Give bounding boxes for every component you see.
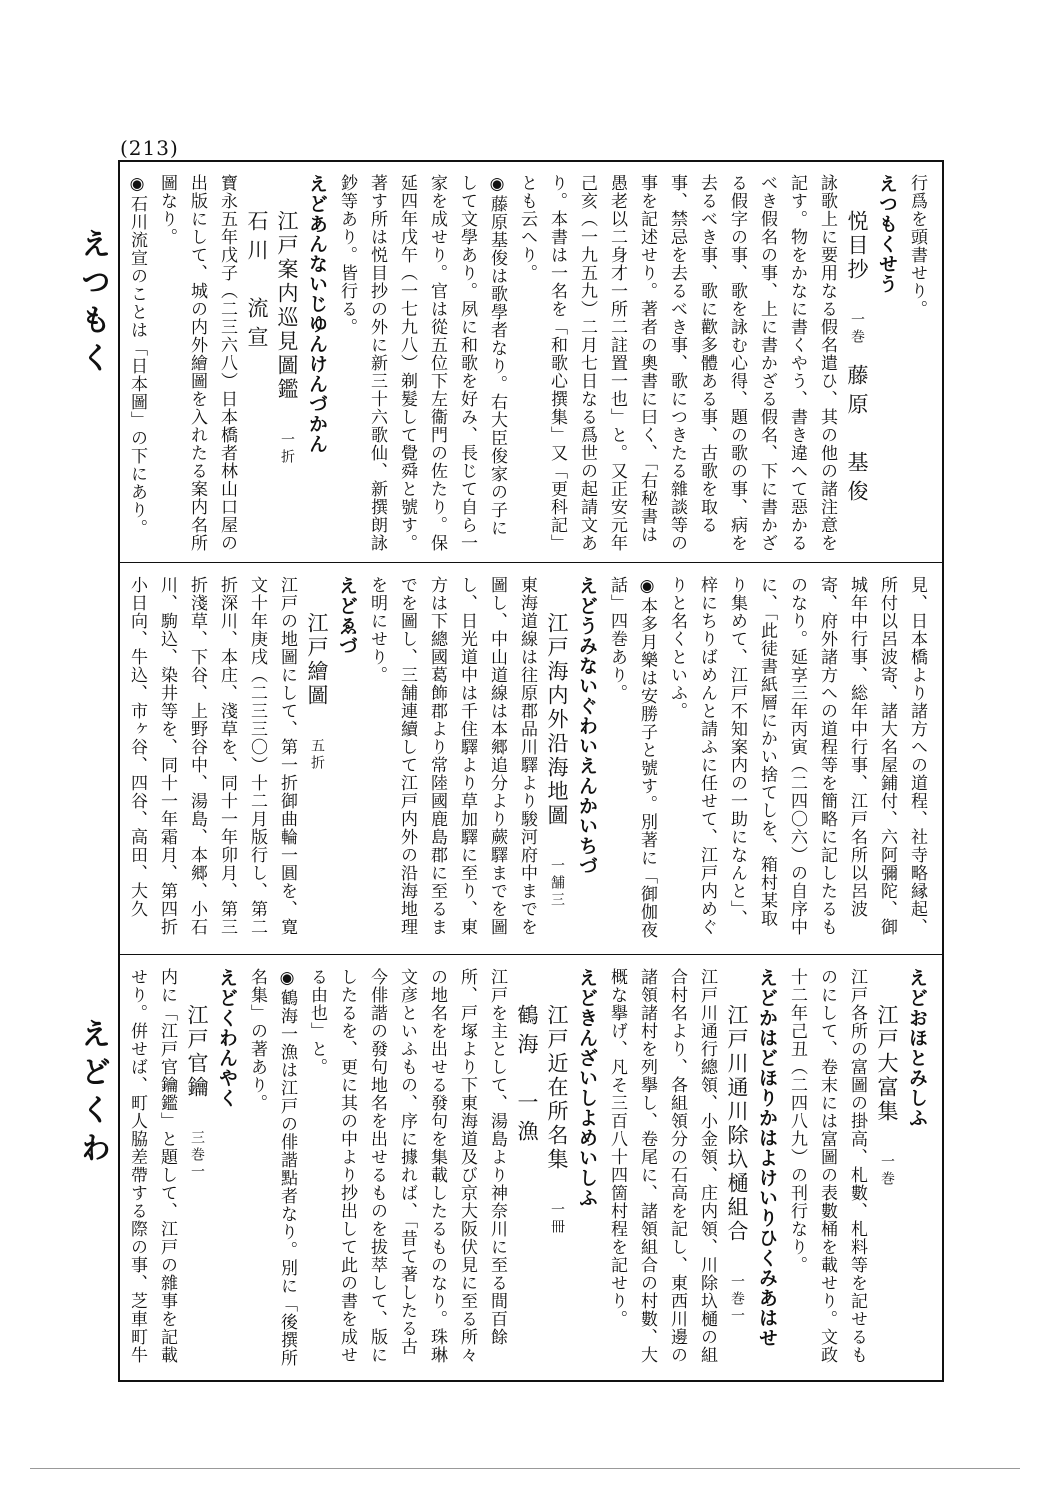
entry-heading: えどうみないぐわいえんかいちづ <box>576 576 598 876</box>
page-frame <box>118 160 944 1382</box>
entry-volume: 一巻一 <box>729 1274 745 1325</box>
entry-title: 江戸川通川除圦樋組合一巻一 <box>722 968 752 1370</box>
page-number: (213) <box>120 136 179 160</box>
entry-title: 江戸案内巡見圖鑑一折石川 流宣 <box>242 174 302 552</box>
entry-title: 江戸海内外沿海地圖一舗三 <box>542 576 572 944</box>
entry-heading: えどゑづ <box>336 576 358 656</box>
entry-title: 江戸大富集一巻 <box>872 968 902 1370</box>
entry-author: 石川 流宣 <box>245 210 269 355</box>
entry-title: 江戸近在所名集一冊鶴海 一漁 <box>512 968 572 1370</box>
entry-note: ◉石川流宣のことは「日本圖」の下にあり。 <box>127 174 147 537</box>
entry-heading: えどきんざいしよめいしふ <box>576 968 598 1208</box>
entry-volume: 三巻一 <box>189 1130 205 1181</box>
entry-heading: えどあんないじゆんけんづかん <box>306 174 328 454</box>
entry-note: ◉藤原基俊は歌學者なり。右大臣俊家の子にして文學あり。夙に和歌を好み、長じて自ら一家を成せり。官は從五位下左衞門の佐たり。保延四年戊午（一七九八）剃髮して覺舜と號す。著す所は悦目抄の外に新三十六歌仙、新撰朗詠鈔等あり。皆行る。 <box>337 174 507 552</box>
tier-divider <box>120 562 942 563</box>
tier-2-text <box>127 576 932 944</box>
entry-volume: 一巻 <box>849 312 865 346</box>
entry-text: 江戸の地圖にして、第一折御曲輪一圓を、寛文十年庚戌（二三三〇）十二月版行し、第二折深川、本庄、淺草を、同十一年卯月、第三折淺草、下谷、上野谷中、湯島、本郷、小石川、駒込、染井等を、同十一年霜月、第四折小日向、牛込、市ヶ谷、四谷、高田、大久 <box>127 576 297 936</box>
prev-entry-end: 行爲を頭書せり。 <box>907 174 927 318</box>
entry-text: 江戸を主として、湯島より神奈川に至る間百餘所、戸塚より下東海道及び京大阪伏見に至る所々の地名を出せる發句を集載したるものなり。珠琳文彦といふもの、序に據れば、「昔て著したる古今俳諧の發句地名を出せるものを拔萃して、版にしたるを、更に其の中より抄出して此の書を成せる由也」と。 <box>307 968 507 1364</box>
tier-3-text <box>127 968 932 1370</box>
entry-text: 東海道線は往原郡品川驛より駿河府中までを圖し、中山道線は本郷追分より蕨驛までを圖し、日光道中は千住驛より草加驛に至り、東方は下總國葛飾郡より常陸國鹿島郡に至るまでを圖し、三舗連續して江戸内外の沿海地理を明にせり。 <box>367 576 537 936</box>
entry-volume: 一巻 <box>879 1154 895 1188</box>
entry-text: 江戸川通行總領、小金領、庄内領、川除圦樋の組合村名より、各組領分の石高を記し、東西川邊の諸領諸村を列擧し、卷尾に、諸領組合の村數、大概な擧げ、凡そ三百八十四箇村程を記せり。 <box>607 968 717 1364</box>
entry-text-continued: 見、日本橋より諸方への道程、社寺略縁起、所付以呂波寄、諸大名屋鋪付、六阿彌陀、御城年中行事、総年中行事、江戸名所以呂波寄、府外諸方への道程等を簡略に記したるものなり。延享三年丙寅（二四〇六）の自序中に、「此徒書紙層にかい捨てしを、箱村某取り集めて、江戸不知案内の一助になんと」、梓にちりばめんと請ふに任せて、江戸内めぐりと名くといふ。 <box>667 576 927 936</box>
running-head-top: えつもく <box>75 228 110 380</box>
entry-note: ◉本多月樂は安勝子と號す。別著に「御伽夜話」四巻あり。 <box>607 576 657 939</box>
bottom-rule <box>30 1468 1020 1469</box>
entry-author: 鶴海 一漁 <box>515 1004 539 1149</box>
entry-title: 江戸繪圖五折 <box>302 576 332 944</box>
tier-3 <box>120 956 942 1380</box>
entry-text: 内に「江戸官鑰鑑」と題して、江戸の雜事を記載せり。倂せば、町人脇差帶する際の事、芝車町牛 <box>127 968 177 1364</box>
entry-text: 江戸各所の富圖の掛高、札數、札料等を記せるものにして、卷末には富圖の表數桶を載せり。文政十二年己丑（二四八九）の刊行なり。 <box>787 968 867 1364</box>
tier-2 <box>120 564 942 954</box>
entry-author: 藤原 基俊 <box>845 364 869 509</box>
entry-volume: 一冊 <box>549 1202 565 1236</box>
entry-volume: 一舗三 <box>549 858 565 909</box>
entry-title: 江戸官鑰三巻一 <box>182 968 212 1370</box>
entry-volume: 五折 <box>309 738 325 772</box>
entry-text: 寶永五年戊子（二三六八）日本橋者林山口屋の出版にして、城の内外繪圖を入れたる案内名所圖なり。 <box>157 174 237 552</box>
entry-heading: えどくわんやく <box>216 968 238 1108</box>
running-head-bottom: えどくわ <box>75 1018 110 1170</box>
tier-1-text <box>127 174 932 552</box>
entry-heading: えどおほとみしふ <box>906 968 928 1128</box>
entry-title: 悦目抄一巻藤原 基俊 <box>842 174 872 552</box>
tier-1 <box>120 162 942 562</box>
entry-heading: えどかはどほりかはよけいりひくみあはせ <box>756 968 778 1348</box>
tier-divider <box>120 954 942 955</box>
entry-volume: 一折 <box>279 432 295 466</box>
entry-text: 詠歌上に要用なる假名遣ひ、其の他の諸注意を記す。物をかなに書くやう、書き違へて惡かるべき假名の事、上に書かざる假名、下に書かざる假字の事、歌を詠む心得、題の歌の事、病を去るべき事、歌に歡多體ある事、古歌を取る事、禁忌を去るべき事、歌につきたる雜談等の事を記述せり。著者の奧書に曰く、「右秘書は愚老以二身才一所二註置一也」と。又正安元年己亥（一九五九）二月七日なる爲世の起請文あり。本書は一名を「和歌心撰集」又「更科記」とも云へり。 <box>517 174 837 552</box>
entry-note: ◉鶴海一漁は江戸の俳諧點者なり。別に「後撰所名集」の著あり。 <box>247 968 297 1367</box>
entry-heading: えつもくせう <box>876 174 898 294</box>
